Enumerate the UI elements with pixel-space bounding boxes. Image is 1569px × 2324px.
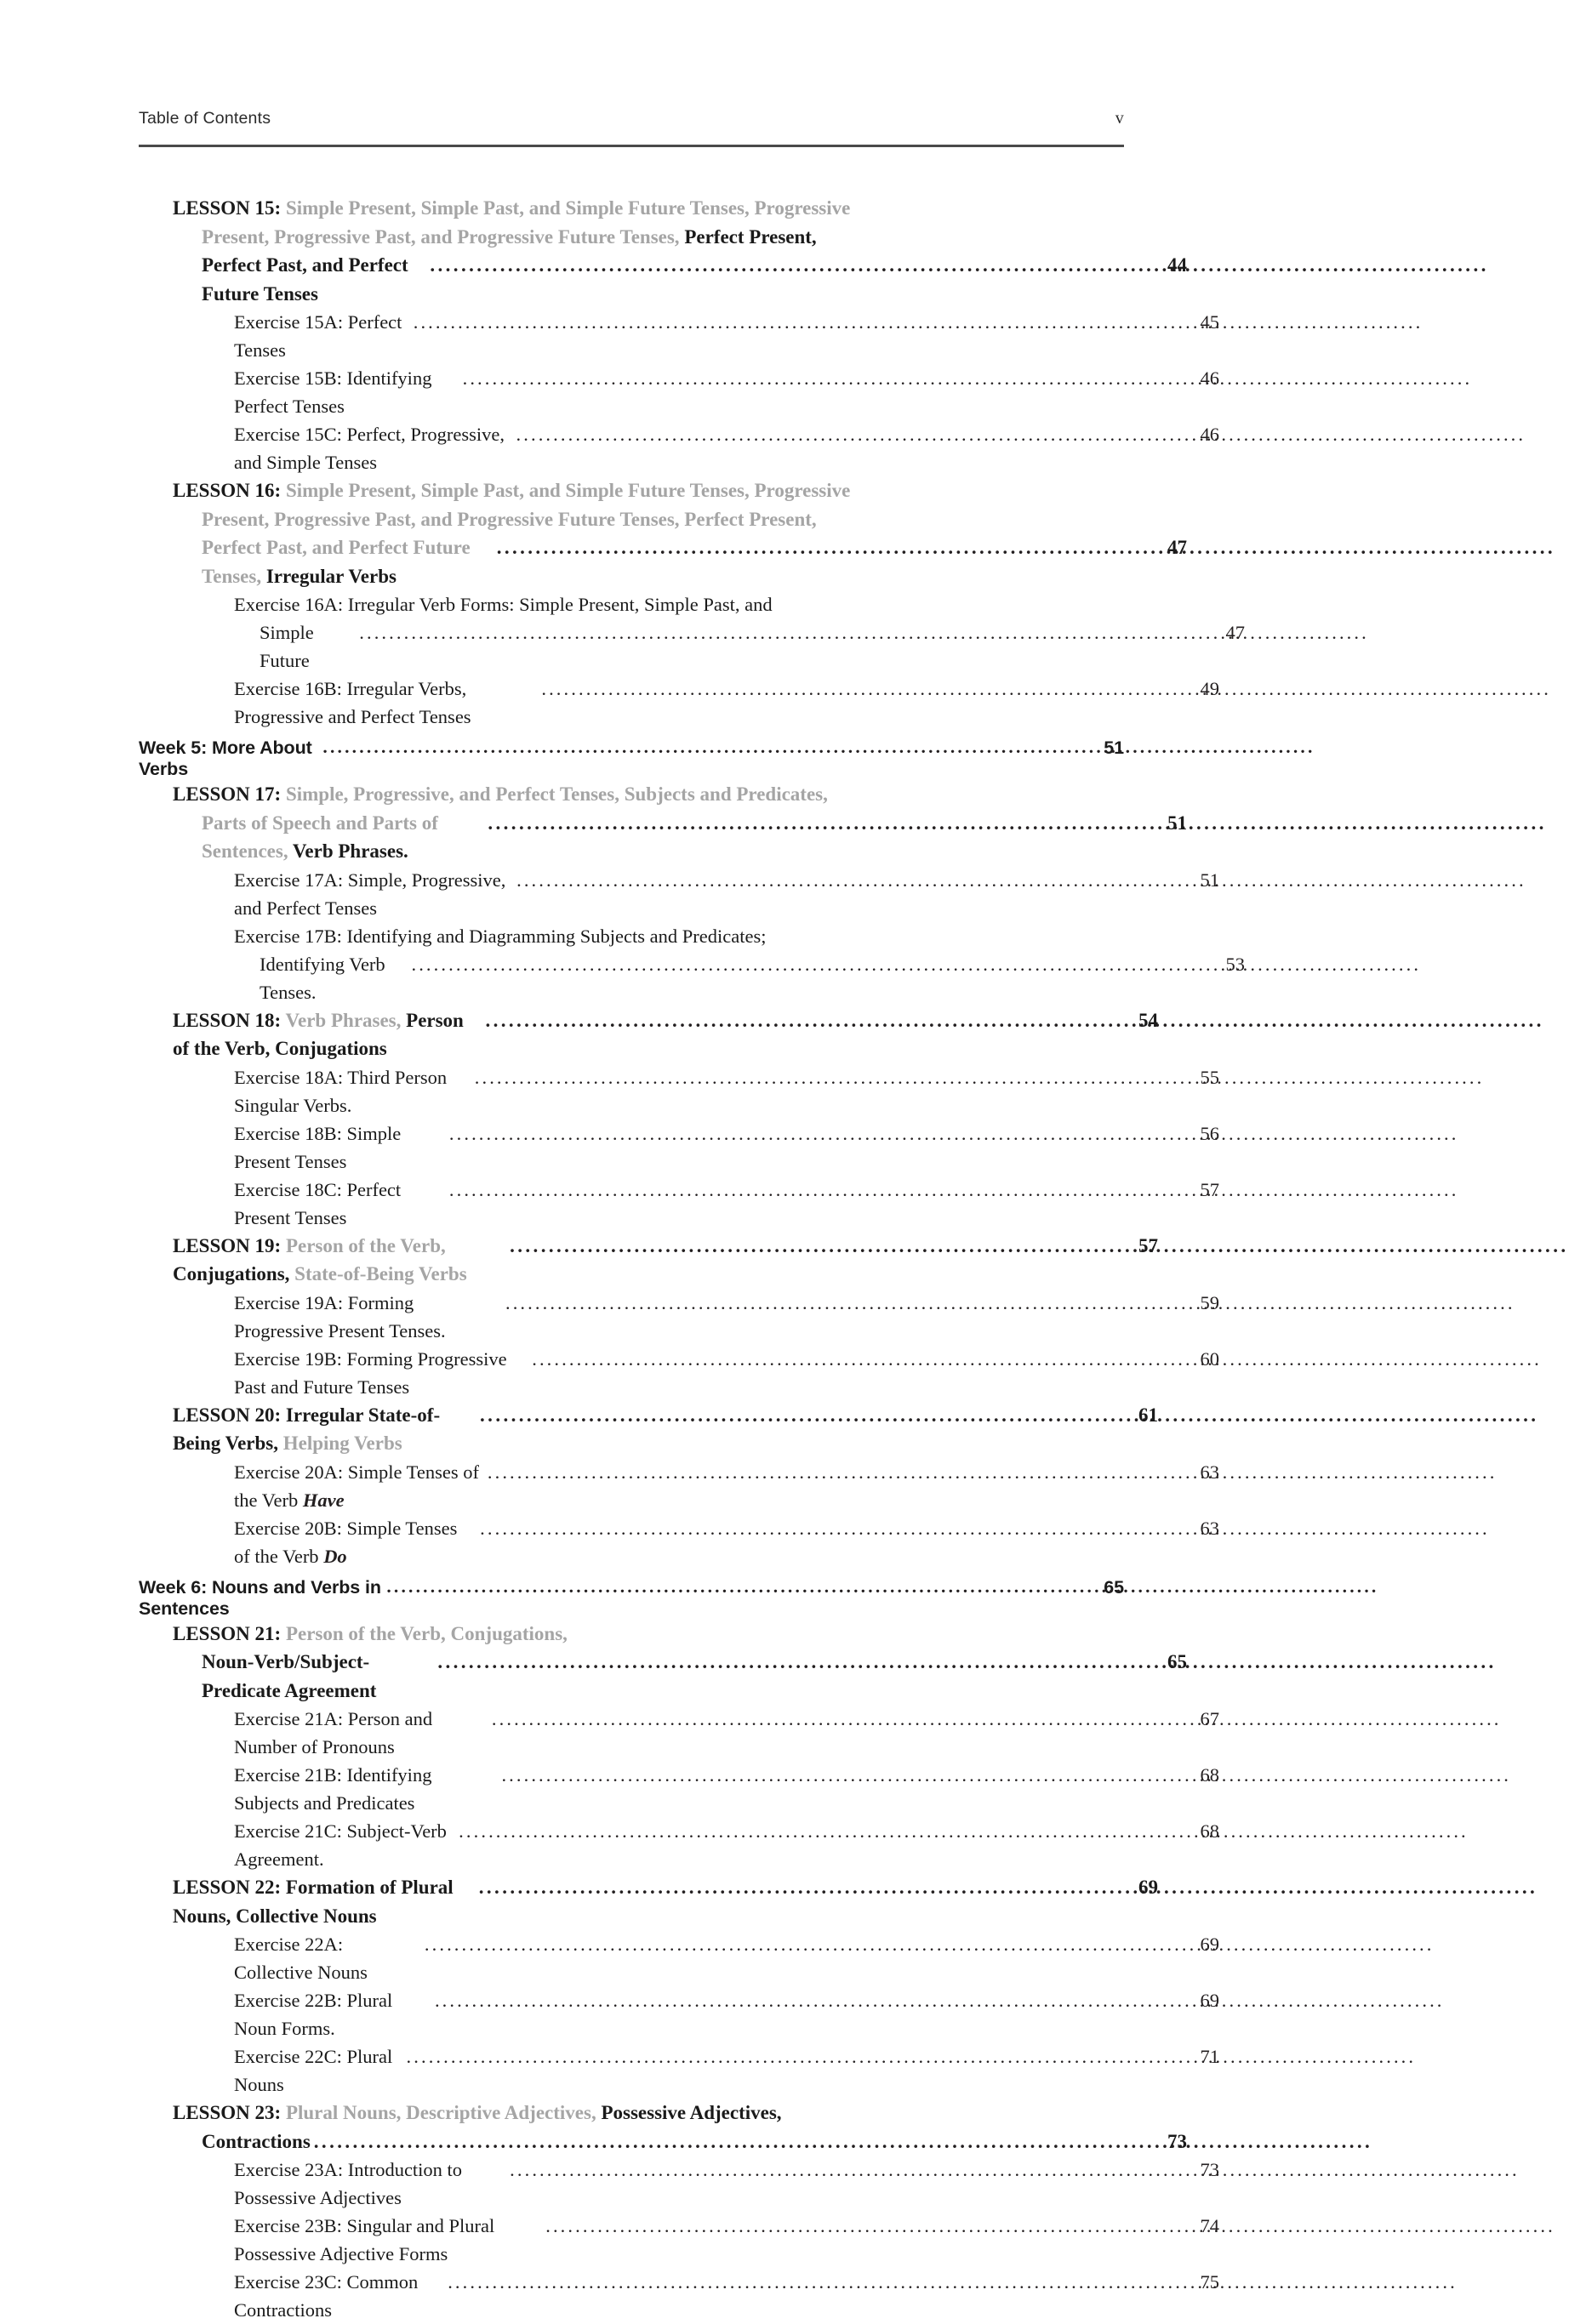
toc-entry-exercise-22b[interactable]: [139, 1986, 1219, 2042]
dot-leader: [448, 2268, 1189, 2296]
toc-line: [234, 618, 1245, 675]
folio-number: v: [1115, 109, 1124, 128]
toc-entry-text: [234, 1761, 498, 1817]
toc-entry-text: [234, 364, 459, 420]
toc-entry-text: [234, 1119, 446, 1176]
toc-entry-text: [234, 2268, 444, 2324]
toc-entry-exercise-22a[interactable]: [139, 1930, 1219, 1986]
page-number: 74: [1200, 2215, 1219, 2236]
toc-line: [173, 223, 1187, 252]
page-number: 69: [1200, 1934, 1219, 1955]
dot-leader: [322, 737, 1093, 758]
toc-line: [173, 780, 1158, 809]
toc-line: [234, 1986, 1219, 2042]
page-number: 51: [1167, 812, 1187, 834]
toc-line: [234, 420, 1219, 476]
toc-line: [234, 1119, 1219, 1176]
toc-entry-text: [234, 2156, 506, 2212]
new-topic-run: Exercise 15B: Identifying Perfect Tenses: [234, 367, 437, 417]
new-topic-run: Exercise 15C: Perfect, Progressive, and Simple Tenses: [234, 424, 510, 473]
toc-entry-exercise-20b[interactable]: [139, 1514, 1219, 1570]
running-header: [139, 109, 1124, 128]
toc-entry-text: [234, 1345, 528, 1401]
new-topic-run: Verb Phrases.: [292, 840, 408, 862]
previous-topic-run: Person of the Verb, Conjugations,: [285, 1622, 568, 1644]
dot-leader: [480, 1401, 1127, 1430]
toc-entry-lesson-22[interactable]: [139, 1873, 1158, 1930]
page-number: 61: [1138, 1404, 1158, 1426]
page-number: 56: [1200, 1122, 1219, 1144]
toc-entry-exercise-23b[interactable]: [139, 2212, 1219, 2268]
new-topic-run: Exercise 22B: Plural Noun Forms.: [234, 1990, 397, 2039]
previous-topic-run: Present, Progressive Past, and Progressive Future Tenses,: [202, 225, 685, 248]
new-topic-run: Exercise 22A: Collective Nouns: [234, 1934, 368, 1983]
dot-leader: [463, 364, 1189, 392]
new-topic-run: Exercise 21C: Subject-Verb Agreement.: [234, 1820, 451, 1870]
new-topic-run: LESSON 21:: [173, 1622, 286, 1644]
new-topic-run: LESSON 17:: [173, 783, 286, 805]
toc-entry-text: [234, 1458, 484, 1514]
toc-line: [173, 505, 1187, 534]
toc-line: [234, 1930, 1219, 1986]
toc-entry-text: [173, 1232, 506, 1289]
toc-line: [173, 476, 1158, 505]
page-number: 46: [1200, 424, 1219, 445]
toc-entry-lesson-17[interactable]: [139, 780, 1187, 866]
dot-leader: [359, 618, 1214, 647]
previous-topic-run: Simple Present, Simple Past, and Simple Future Tenses, Progressive: [285, 480, 851, 501]
dot-leader: [437, 1648, 1156, 1677]
toc-line: [234, 2156, 1219, 2212]
emphasized-term: Do: [323, 1545, 347, 1567]
page-number: 65: [1167, 1651, 1187, 1672]
page-number: 54: [1138, 1009, 1158, 1031]
new-topic-run: Week 6: Nouns and Verbs in Sentences: [139, 1576, 386, 1619]
dot-leader: [516, 420, 1189, 448]
toc-line: [173, 194, 1158, 223]
toc-entry-exercise-23a[interactable]: [139, 2156, 1219, 2212]
previous-topic-run: Parts of Speech and Parts of Sentences,: [202, 812, 443, 862]
page-number: 47: [1225, 622, 1245, 643]
toc-entry-text: [234, 308, 410, 364]
toc-entry-exercise-19a[interactable]: [139, 1289, 1219, 1345]
new-topic-run: Conjugations,: [173, 1263, 295, 1284]
new-topic-run: Exercise 17B: Identifying and Diagramming Subjects and Predicates;: [234, 925, 767, 947]
new-topic-run: Exercise 18A: Third Person Singular Verbs.: [234, 1066, 452, 1116]
toc-line: [234, 590, 1219, 618]
toc-entry-text: [173, 2099, 782, 2127]
toc-line: [234, 1705, 1219, 1761]
toc-entry-exercise-21b[interactable]: [139, 1761, 1219, 1817]
toc-entry-lesson-20[interactable]: [139, 1401, 1158, 1458]
toc-entry-text: [202, 223, 817, 252]
page-number: 57: [1138, 1234, 1158, 1256]
previous-topic-run: State-of-Being Verbs: [294, 1263, 467, 1284]
header-rule: [139, 145, 1124, 147]
dot-leader: [488, 809, 1156, 838]
toc-entry-exercise-23c[interactable]: [139, 2268, 1219, 2324]
previous-topic-run: Simple, Progressive, and Perfect Tenses, Subjects and Predicates,: [285, 783, 828, 805]
new-topic-run: LESSON 18:: [173, 1009, 286, 1031]
new-topic-run: Exercise 21B: Identifying Subjects and Predicates: [234, 1764, 437, 1814]
new-topic-run: Irregular Verbs: [265, 565, 397, 587]
toc-line: [173, 533, 1187, 590]
toc-entry-lesson-15[interactable]: [139, 194, 1187, 308]
new-topic-run: Exercise 19B: Forming Progressive Past and Future Tenses: [234, 1347, 512, 1398]
toc-entry-text: [260, 618, 356, 675]
toc-entry-text: [234, 1176, 446, 1232]
toc-line: [234, 1289, 1219, 1345]
page-number: 51: [1200, 869, 1219, 891]
toc-line: [173, 1006, 1158, 1063]
dot-leader: [497, 533, 1156, 562]
dot-leader: [459, 1817, 1189, 1845]
dot-leader: [485, 1006, 1127, 1035]
toc-entry-text: [234, 866, 513, 922]
new-topic-run: Exercise 16A: Irregular Verb Forms: Simple Present, Simple Past, and: [234, 594, 773, 615]
page-number: 67: [1200, 1708, 1219, 1729]
toc-line: [234, 1514, 1219, 1570]
dot-leader: [449, 1176, 1189, 1204]
toc-line: [173, 809, 1187, 866]
new-topic-run: Person of the Verb, Conjugations: [173, 1009, 469, 1059]
new-topic-run: Exercise 16B: Irregular Verbs, Progressive and Perfect Tenses: [234, 678, 471, 727]
new-topic-run: Perfect Present,: [684, 225, 817, 248]
toc-entry-exercise-20a[interactable]: [139, 1458, 1219, 1514]
toc-entry-text: [202, 505, 817, 534]
page-number: 73: [1200, 2159, 1219, 2180]
new-topic-run: Identifying Verb Tenses.: [260, 953, 390, 1003]
toc-entry-exercise-18a[interactable]: [139, 1063, 1219, 1119]
page-number: 75: [1200, 2271, 1219, 2293]
toc-line: [173, 1232, 1158, 1289]
new-topic-run: Week 5: More About Verbs: [139, 738, 317, 779]
toc-entry-text: [234, 1289, 502, 1345]
new-topic-run: Exercise 20B: Simple Tenses of the Verb: [234, 1517, 462, 1567]
toc-entry-text: [234, 420, 513, 476]
dot-leader: [516, 866, 1189, 894]
page-title: Table of Contents: [139, 109, 271, 128]
page-number: 63: [1200, 1517, 1219, 1539]
new-topic-run: Possessive Adjectives,: [601, 2102, 782, 2123]
toc-entry-lesson-21[interactable]: [139, 1620, 1187, 1706]
dot-leader: [430, 251, 1156, 280]
toc-entry-exercise-15a[interactable]: [139, 308, 1219, 364]
toc-entry-text: [173, 194, 850, 223]
new-topic-run: Exercise 20A: Simple Tenses of the Verb: [234, 1461, 484, 1511]
page-number: 44: [1167, 254, 1187, 276]
new-topic-run: Exercise 18B: Simple Present Tenses: [234, 1122, 406, 1172]
toc-entry-exercise-15c[interactable]: [139, 420, 1219, 476]
dot-leader: [414, 308, 1189, 336]
new-topic-run: LESSON 15:: [173, 197, 286, 219]
page-number: 69: [1138, 1877, 1158, 1898]
dot-leader: [435, 1986, 1189, 2014]
toc-entry-text: [202, 251, 426, 308]
new-topic-run: Exercise 19A: Forming Progressive Present Tenses.: [234, 1291, 446, 1341]
new-topic-run: Exercise 18C: Perfect Present Tenses: [234, 1178, 406, 1228]
toc-entry-text: [260, 950, 408, 1006]
new-topic-run: LESSON 16:: [173, 480, 286, 501]
page-number: 47: [1167, 537, 1187, 558]
toc-line: [234, 2268, 1219, 2324]
toc-entry-lesson-19[interactable]: [139, 1232, 1158, 1289]
emphasized-term: Have: [302, 1489, 345, 1511]
toc-entry-exercise-21c[interactable]: [139, 1817, 1219, 1873]
toc-entry-exercise-18b[interactable]: [139, 1119, 1219, 1176]
page-number: 68: [1200, 1764, 1219, 1786]
toc-line: [173, 1873, 1158, 1930]
toc-line: [234, 1063, 1219, 1119]
page-number: 63: [1200, 1461, 1219, 1483]
toc-line: [234, 1345, 1219, 1401]
toc-line: [173, 1620, 1158, 1649]
toc-line: [234, 1761, 1219, 1817]
toc-entry-text: [173, 476, 850, 505]
page-number: 45: [1200, 311, 1219, 333]
new-topic-run: Exercise 15A: Perfect Tenses: [234, 311, 407, 361]
page-number: 59: [1200, 1291, 1219, 1313]
toc-line: [234, 2212, 1219, 2268]
dot-leader: [407, 2042, 1189, 2071]
dot-leader: [501, 1761, 1189, 1789]
new-topic-run: Exercise 23A: Introduction to Possessive Adjectives: [234, 2159, 467, 2208]
toc-entry-week-6[interactable]: [139, 1577, 1124, 1620]
dot-leader: [480, 1514, 1189, 1542]
toc-line: [173, 1648, 1187, 1705]
previous-topic-run: Helping Verbs: [282, 1433, 402, 1454]
new-topic-run: Exercise 23C: Common Contractions: [234, 2271, 423, 2321]
previous-topic-run: Verb Phrases,: [285, 1009, 407, 1031]
toc-entry-exercise-21a[interactable]: [139, 1705, 1219, 1761]
toc-entry-exercise-17a[interactable]: [139, 866, 1219, 922]
toc-line: [173, 251, 1187, 308]
toc-entry-exercise-16a[interactable]: [139, 590, 1245, 675]
page-number: 53: [1225, 953, 1245, 975]
page-number: 49: [1200, 678, 1219, 699]
dot-leader: [425, 1930, 1189, 1958]
toc-entry-text: [234, 1986, 431, 2042]
new-topic-run: LESSON 19:: [173, 1234, 286, 1256]
toc-entry-exercise-15b[interactable]: [139, 364, 1219, 420]
toc-entry-text: [234, 675, 538, 731]
dot-leader: [541, 675, 1189, 703]
previous-topic-run: Perfect Past, and Perfect Future Tenses,: [202, 537, 476, 587]
toc-line: [173, 2099, 1158, 2127]
new-topic-run: LESSON 22: Formation of Plural Nouns, Collective Nouns: [173, 1877, 459, 1927]
dot-leader: [449, 1119, 1189, 1148]
dot-leader: [488, 1458, 1189, 1486]
new-topic-run: [347, 1546, 352, 1567]
toc-entry-text: [202, 2127, 316, 2156]
toc-line: [234, 1458, 1219, 1514]
toc-line: [139, 1577, 1124, 1620]
new-topic-run: Exercise 21A: Person and Number of Pronouns: [234, 1708, 437, 1757]
toc-entry-text: [234, 2042, 403, 2099]
toc-entry-text: [234, 2212, 542, 2268]
dot-leader: [545, 2212, 1189, 2240]
dot-leader: [479, 1873, 1127, 1902]
previous-topic-run: Person of the Verb,: [285, 1234, 451, 1256]
toc-entry-list: [139, 194, 1245, 2324]
toc-entry-exercise-17b[interactable]: [139, 922, 1245, 1006]
dot-leader: [314, 2127, 1156, 2156]
toc-entry-text: [234, 1063, 471, 1119]
previous-topic-run: Simple Present, Simple Past, and Simple Future Tenses, Progressive: [285, 197, 851, 219]
toc-entry-text: [234, 1705, 488, 1761]
toc-entry-text: [202, 533, 494, 590]
toc-line: [234, 922, 1219, 950]
new-topic-run: Contractions: [202, 2130, 316, 2152]
previous-topic-run: Present, Progressive Past, and Progressive Future Tenses, Perfect Present,: [202, 508, 817, 530]
toc-entry-lesson-23[interactable]: [139, 2099, 1187, 2156]
dot-leader: [505, 1289, 1189, 1317]
toc-entry-text: [139, 1576, 386, 1620]
toc-line: [139, 738, 1124, 780]
page-number: 46: [1200, 367, 1219, 389]
toc-line: [234, 1817, 1219, 1873]
new-topic-run: LESSON 20: Irregular State-of-Being Verbs,: [173, 1404, 441, 1454]
toc-line: [234, 675, 1219, 731]
dot-leader: [411, 950, 1214, 978]
page-number: 60: [1200, 1347, 1219, 1370]
dot-leader: [510, 1232, 1127, 1261]
dot-leader: [510, 2156, 1189, 2184]
toc-line: [173, 2127, 1187, 2156]
page-number: 71: [1200, 2046, 1219, 2067]
toc-entry-text: [202, 1648, 434, 1705]
toc-entry-exercise-19b[interactable]: [139, 1345, 1219, 1401]
toc-entry-text: [234, 1514, 476, 1570]
page-number: 57: [1200, 1178, 1219, 1200]
toc-entry-week-5[interactable]: [139, 738, 1124, 780]
toc-entry-lesson-16[interactable]: [139, 476, 1187, 590]
toc-entry-text: [173, 1401, 476, 1458]
new-topic-run: Simple Future: [260, 622, 319, 671]
toc-entry-text: [173, 1620, 568, 1649]
toc-entry-text: [234, 1817, 455, 1873]
toc-entry-text: [202, 809, 484, 866]
toc-entry-text: [173, 1873, 476, 1930]
page-number: 55: [1200, 1066, 1219, 1088]
new-topic-run: Exercise 23B: Singular and Plural Possessive Adjective Forms: [234, 2215, 499, 2264]
toc-line: [234, 866, 1219, 922]
toc-line: [234, 308, 1219, 364]
toc-line: [234, 1176, 1219, 1232]
new-topic-run: Exercise 22C: Plural Nouns: [234, 2046, 397, 2095]
toc-entry-exercise-22c[interactable]: [139, 2042, 1219, 2099]
toc-entry-text: [173, 1006, 482, 1063]
toc-entry-text: [234, 1930, 421, 1986]
new-topic-run: Noun-Verb/Subject-Predicate Agreement: [202, 1651, 377, 1701]
toc-entry-exercise-16b[interactable]: [139, 675, 1219, 731]
toc-line: [173, 1401, 1158, 1458]
toc-entry-text: [139, 738, 319, 780]
toc-entry-text: [173, 780, 828, 809]
toc-entry-text: [234, 590, 773, 618]
toc-entry-text: [234, 922, 766, 950]
page-number: 68: [1200, 1820, 1219, 1842]
previous-topic-run: Plural Nouns, Descriptive Adjectives,: [285, 2102, 602, 2123]
page-number: 69: [1200, 1990, 1219, 2011]
toc-entry-exercise-18c[interactable]: [139, 1176, 1219, 1232]
new-topic-run: LESSON 23:: [173, 2102, 286, 2123]
dot-leader: [532, 1345, 1189, 1373]
toc-entry-lesson-18[interactable]: [139, 1006, 1158, 1063]
page-number: 65: [1104, 1576, 1124, 1598]
toc-line: [234, 364, 1219, 420]
page-number: 73: [1167, 2130, 1187, 2152]
new-topic-run: Perfect Past, and Perfect Future Tenses: [202, 254, 414, 305]
dot-leader: [475, 1063, 1189, 1091]
page-number: 51: [1104, 738, 1124, 758]
dot-leader: [492, 1705, 1189, 1733]
toc-line: [234, 2042, 1219, 2099]
new-topic-run: Exercise 17A: Simple, Progressive, and Perfect Tenses: [234, 869, 511, 919]
dot-leader: [386, 1576, 1093, 1598]
toc-line: [234, 950, 1245, 1006]
